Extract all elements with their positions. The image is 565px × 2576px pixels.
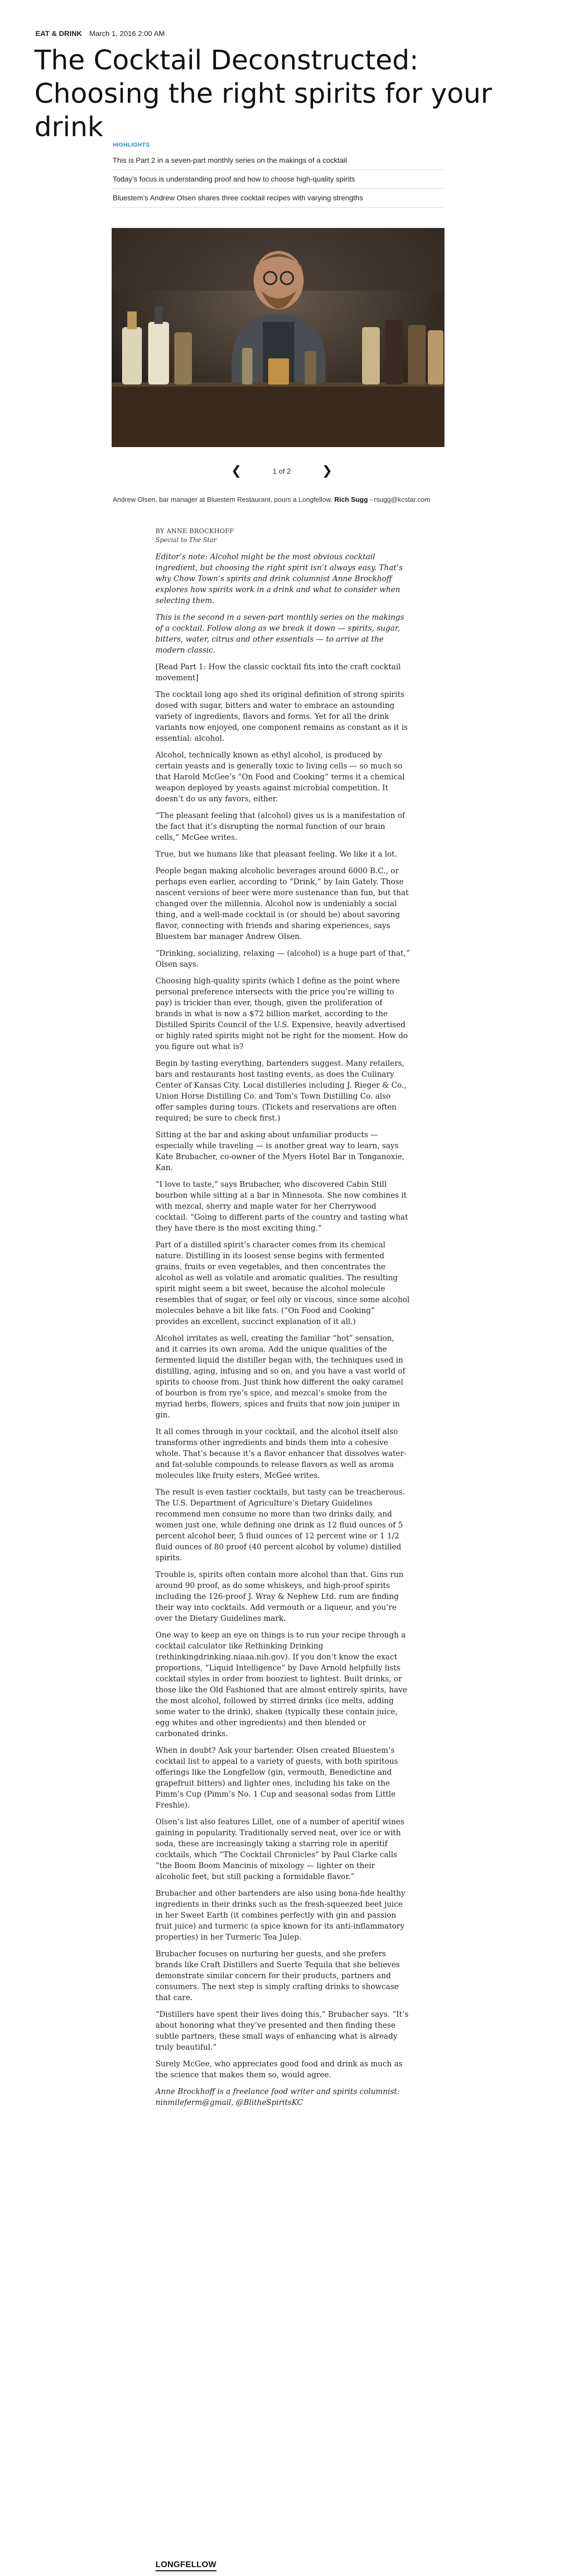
editor-note: Editor’s note: Alcohol might be the most obvious cocktail ingredient, but choosing the right spirit isn’t always easy. That’s why Chow Town’s spirits and drink columnist Anne Brockhoff explores how spirits work in a drink and what to consider when selecting them. xyxy=(155,553,403,605)
publish-date: March 1, 2016 2:00 AM xyxy=(89,29,165,38)
chevron-right-icon[interactable]: ❯ xyxy=(321,464,333,478)
article-paragraph: One way to keep an eye on things is to run your recipe through a cocktail calculator like Rethinking Drinking (rethinkingdrinking.niaaa.nih.gov). If you don’t know the exact proportions, “Liquid Intelligence” by Dave Arnold helpfully lists cocktail styles in order from booziest to lightest. Built drinks, or those like the Old Fashioned that are almost entirely spirits, have the most alcohol, followed by stirred drinks (ice melts, adding some water to the drink), shaken (typically these contain juice, egg whites and other ingredients) and then blended or carbonated drinks. xyxy=(155,1631,407,1738)
article-paragraph: Brubacher and other bartenders are also using bona-fide healthy ingredients in their drinks such as the fresh-squeezed beet juice in her Sweet Earth (it combines perfectly with gin and passion fruit juice) and turmeric (a spice known for its anti-inflammatory properties) in her Turmeric Tea Julep. xyxy=(155,1889,405,1942)
highlights-title: HIGHLIGHTS xyxy=(113,142,150,148)
article-paragraph: It all comes through in your cocktail, and the alcohol itself also transforms other ingredients and binds them into a cohesive whole. That’s because it’s a flavor enhancer that dissolves water- and fat-soluble compounds to release flavors as well as aroma molecules like fruity esters, McGee writes. xyxy=(155,1428,406,1480)
article-paragraph: Olsen’s list also features Lillet, one of a number of aperitif wines gaining in popularity. Traditionally served neat, over ice or with soda, these are increasingly taking a starring role in aperitif cocktails, which “The Cocktail Chronicles” by Paul Clarke calls “the Boom Boom Mancinis of mixology — lighter on their alcoholic feet, but still packing a formidable flavor.” xyxy=(155,1818,404,1881)
highlight-item: Bluestem’s Andrew Olsen shares three cocktail recipes with varying strengths xyxy=(113,189,443,208)
article-paragraph: When in doubt? Ask your bartender. Olsen created Bluestem’s cocktail list to appeal to a variety of guests, with both spiritous offerings like the Longfellow (gin, vermouth, Benedictine and grapefruit bitters) and lighter ones, including his take on the Pimm’s Cup (Pimm’s No. 1 Cup and seasonal sodas from Little Freshie). xyxy=(155,1747,398,1810)
caption-text: Andrew Olsen, bar manager at Bluestem Restaurant, pours a Longfellow. xyxy=(113,496,334,503)
highlight-item: Today’s focus is understanding proof and how to choose high-quality spirits xyxy=(113,170,443,189)
section-label[interactable]: EAT & DRINK xyxy=(35,29,82,38)
article-paragraph: Sitting at the bar and asking about unfamiliar products — especially while traveling — is another great way to learn, says Kate Brubacher, co-owner of the Myers Hotel Bar in Tonganoxie, Kan. xyxy=(155,1131,405,1172)
gallery-pager xyxy=(224,463,339,479)
article-meta xyxy=(35,29,165,38)
article-paragraph: Part of a distilled spirit’s character comes from its chemical nature. Distilling in its loosest sense begins with fermented grains, fruits or even vegetables, and then concentrates the alcohol as well as volatile and aromatic qualities. The resulting spirit might seem a bit sweet, because the alcohol molecule resembles that of sugar, or feel oily or viscous, since some alcohol molecules behave a bit like fats. (“On Food and Cooking” provides an excellent, succinct explanation of it all.) xyxy=(155,1241,410,1326)
photo-caption xyxy=(113,495,441,505)
photo-illustration xyxy=(112,228,444,447)
article-paragraph: Brubacher focuses on nurturing her guests, and she prefers brands like Craft Distillers and Suerte Tequila that she believes demonstrate similar concern for their products, partners and consumers. The next step is simply crafting drinks to showcase that care. xyxy=(155,1950,400,2002)
article-paragraph: “The pleasant feeling that (alcohol) gives us is a manifestation of the fact that it’s disrupting the normal function of our brain cells,” McGee writes. xyxy=(155,812,405,842)
article-body xyxy=(155,552,410,2114)
article-paragraph: The cocktail long ago shed its original definition of strong spirits dosed with sugar, bitters and water to embrace an astounding variety of ingredients, flavors and forms. Yet for all the drink variants now enjoyed, one component remains as constant as it is essential: alcohol. xyxy=(155,691,408,743)
author-bio: Anne Brockhoff is a freelance food writer and spirits columnist: ninmileferm@gmail, @BlitheSpiritsKC xyxy=(155,2088,400,2107)
read-part-1-link[interactable]: [Read Part 1: How the classic cocktail fits into the craft cocktail movement] xyxy=(155,663,401,682)
highlight-item: This is Part 2 in a seven-part monthly series on the makings of a cocktail xyxy=(113,151,443,170)
publication-credit: Special to The Star xyxy=(155,536,217,544)
gallery-counter: 1 of 2 xyxy=(272,467,291,475)
article-paragraph: True, but we humans like that pleasant feeling. We like it a lot. xyxy=(155,850,398,859)
article-paragraph: Begin by tasting everything, bartenders suggest. Many retailers, bars and restaurants host tasting events, as does the Culinary Center of Kansas City. Local distilleries including J. Rieger & Co., Union Horse Distilling Co. and Tom’s Town Distilling Co. also offer samples during tours. (Tickets and reservations are often required; be sure to check first.) xyxy=(155,1060,406,1123)
article-paragraph: Alcohol, technically known as ethyl alcohol, is produced by certain yeasts and is generally toxic to living cells — so much so that Harold McGee’s “On Food and Cooking” terms it a chemical weapon deployed by yeasts against microbial competition. It doesn’t do us any favors, either. xyxy=(155,751,405,803)
article-paragraph: Surely McGee, who appreciates good food and drink as much as the science that makes them so, would agree. xyxy=(155,2060,403,2079)
author-name: BY ANNE BROCKHOFF xyxy=(155,527,234,535)
highlights-box xyxy=(113,142,443,208)
article-paragraph: Choosing high-quality spirits (which I define as the point where personal preference intersects with the price you’re willing to pay) is trickier than ever, though, given the proliferation of brands in what is now a $72 billion market, according to the Distilled Spirits Council of the U.S. Expensive, heavily advertised or highly rated spirits might not be right for the moment. How do you figure out what is? xyxy=(155,977,408,1051)
article-paragraph: The result is even tastier cocktails, but tasty can be treacherous. The U.S. Department of Agriculture’s Dietary Guidelines recommend men consume no more than two drinks daily, and women just one, while defining one drink as 12 fluid ounces of 5 percent alcohol beer, 5 fluid ounces of 12 percent wine or 1 1/2 fluid ounces of 80 proof (40 percent alcohol by volume) distilled spirits. xyxy=(155,1488,405,1562)
article-paragraph: People began making alcoholic beverages around 6000 B.C., or perhaps even earlier, according to “Drink,” by Iain Gately. Those nascent versions of beer were more sustenance than fun, but that changed over the millennia. Alcohol now is undeniably a social thing, and a well-made cocktail is (or should be) about savoring flavor, connecting with friends and sharing experiences, says Bluestem bar manager Andrew Olsen. xyxy=(155,867,409,941)
article-paragraph: Trouble is, spirits often contain more alcohol than that. Gins run around 90 proof, as do some whiskeys, and high-proof spirits including the 126-proof J. Wray & Nephew Ltd. rum are finding their way into cocktails. Add vermouth or a liqueur, and you’re over the Dietary Guidelines mark. xyxy=(155,1571,404,1623)
chevron-left-icon[interactable]: ❮ xyxy=(231,464,242,478)
series-note: This is the second in a seven-part monthly series on the makings of a cocktail. Follow along as we break it down — spirits, sugar, bitters, water, citrus and other essentials — to arrive at the modern classic. xyxy=(155,613,404,655)
byline xyxy=(155,527,234,545)
headline: The Cocktail Deconstructed: Choosing the right spirits for your drink xyxy=(34,45,492,143)
credit-email[interactable]: - rsugg@kcstar.com xyxy=(368,496,430,503)
recipe-heading: LONGFELLOW xyxy=(155,2560,217,2571)
photo-credit: Rich Sugg xyxy=(334,496,368,503)
article-paragraph: “Drinking, socializing, relaxing — (alcohol) is a huge part of that,” Olsen says. xyxy=(155,949,410,969)
bartender-photo[interactable] xyxy=(112,228,444,447)
article-paragraph: Alcohol irritates as well, creating the familiar “hot” sensation, and it carries its own aroma. Add the unique qualities of the fermented liquid the distiller began with, the techniques used in distilling, aging, infusing and so on, and you have a vast world of spirits to choose from. Just think how different the oaky caramel of bourbon is from rye’s spice, and mezcal’s smoke from the myriad herbs, flowers, spices and fruits that now join juniper in gin. xyxy=(155,1334,405,1419)
article-paragraph: “Distillers have spent their lives doing this,” Brubacher says. “It’s about honoring what they’ve presented and then finding these subtle partners, these small ways of enhancing what is already truly beautiful.” xyxy=(155,2011,409,2052)
article-paragraph: “I love to taste,” says Brubacher, who discovered Cabin Still bourbon while sitting at a bar in Minnesota. She now combines it with mezcal, sherry and maple water for her Cherrywood cocktail. “Going to different parts of the country and tasting what they have there is the most exciting thing.” xyxy=(155,1181,408,1233)
